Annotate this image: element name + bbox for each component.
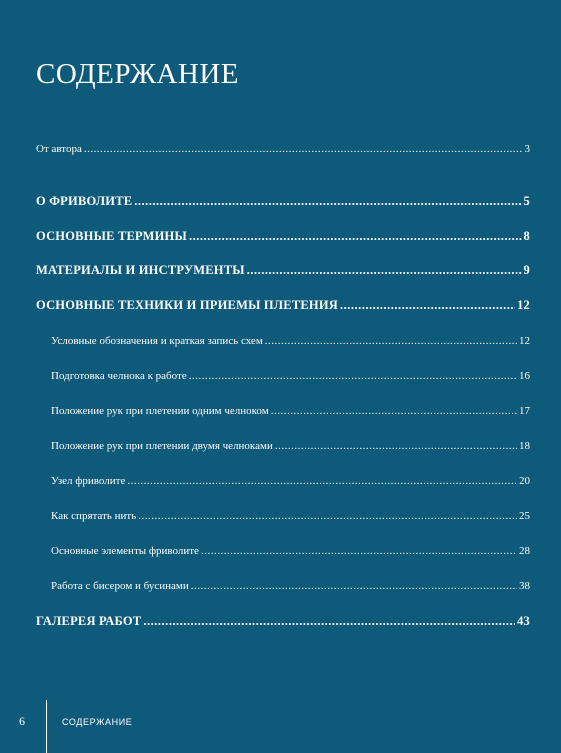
toc-leader-dots — [201, 545, 517, 557]
toc-entry-label: Узел фриволите — [51, 475, 126, 487]
toc-entry-basic-terms[interactable] — [36, 229, 530, 244]
toc-entry-page: 9 — [523, 263, 530, 277]
toc-entry-label: Работа с бисером и бусинами — [51, 580, 189, 592]
toc-entry-elements[interactable] — [51, 545, 530, 557]
toc-entry-page: 20 — [519, 475, 530, 487]
toc-entry-label: Как спрятать нить — [51, 510, 137, 522]
footer-page-number: 6 — [19, 714, 25, 728]
toc-leader-dots — [271, 405, 517, 417]
toc-leader-dots — [143, 614, 515, 629]
toc-entry-shuttle-prep[interactable] — [51, 370, 530, 382]
toc-entry-label: Основные элементы фриволите — [51, 545, 199, 557]
toc-leader-dots — [265, 335, 517, 347]
toc-entry-page: 12 — [517, 298, 530, 312]
toc-entry-page: 12 — [519, 335, 530, 347]
toc-entry-label: ОСНОВНЫЕ ТЕРМИНЫ — [36, 229, 187, 243]
toc-entry-label: ГАЛЕРЕЯ РАБОТ — [36, 614, 142, 628]
toc-entry-label: О ФРИВОЛИТЕ — [36, 194, 133, 208]
toc-leader-dots — [247, 263, 522, 278]
toc-entry-about-frivolite[interactable] — [36, 194, 530, 209]
toc-entry-one-shuttle[interactable] — [51, 405, 530, 417]
toc-entry-page: 17 — [519, 405, 530, 417]
toc-leader-dots — [138, 510, 517, 522]
toc-entry-label: Подготовка челнока к работе — [51, 370, 187, 382]
toc-entry-page: 3 — [524, 143, 530, 155]
toc-entry-preface[interactable] — [36, 143, 530, 155]
toc-entry-hide-thread[interactable] — [51, 510, 530, 522]
toc-entry-notation[interactable] — [51, 335, 530, 347]
toc-entry-techniques[interactable] — [36, 298, 530, 313]
footer-section-label: СОДЕРЖАНИЕ — [62, 717, 133, 727]
toc-leader-dots — [275, 440, 517, 452]
toc-entry-page: 16 — [519, 370, 530, 382]
toc-entry-page: 38 — [519, 580, 530, 592]
toc-entry-label: Положение рук при плетении одним челноком — [51, 405, 269, 417]
toc-entry-page: 28 — [519, 545, 530, 557]
toc-entry-page: 18 — [519, 440, 530, 452]
toc-leader-dots — [340, 298, 515, 313]
toc-entry-label: Условные обозначения и краткая запись схем — [51, 335, 263, 347]
toc-entry-label: От автора — [36, 143, 82, 155]
toc-leader-dots — [84, 143, 523, 155]
toc-entry-page: 8 — [523, 229, 530, 243]
toc-entry-gallery[interactable] — [36, 614, 530, 629]
footer-divider — [46, 700, 47, 753]
toc-entry-knot[interactable] — [51, 475, 530, 487]
toc-leader-dots — [127, 475, 517, 487]
toc-entry-page: 43 — [517, 614, 530, 628]
page-title: СОДЕРЖАНИЕ — [36, 58, 239, 90]
toc-leader-dots — [134, 194, 521, 209]
toc-entry-materials[interactable] — [36, 263, 530, 278]
toc-entry-page: 5 — [523, 194, 530, 208]
toc-leader-dots — [189, 229, 522, 244]
toc-entry-page: 25 — [519, 510, 530, 522]
toc-leader-dots — [189, 370, 517, 382]
toc-entry-label: Положение рук при плетении двумя челноками — [51, 440, 273, 452]
toc-entry-label: ОСНОВНЫЕ ТЕХНИКИ И ПРИЕМЫ ПЛЕТЕНИЯ — [36, 298, 338, 312]
toc-leader-dots — [191, 580, 517, 592]
toc-entry-beads[interactable] — [51, 580, 530, 592]
toc-entry-label: МАТЕРИАЛЫ И ИНСТРУМЕНТЫ — [36, 263, 245, 277]
toc-entry-two-shuttles[interactable] — [51, 440, 530, 452]
